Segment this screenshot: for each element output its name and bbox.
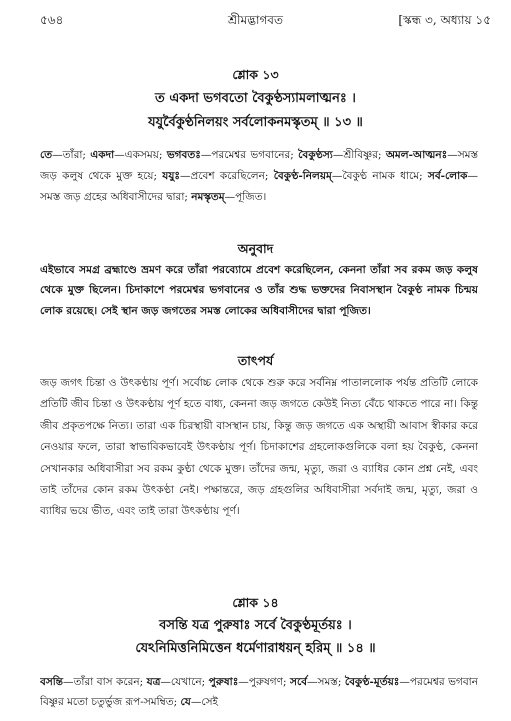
synonym-term: বৈকুণ্ঠস্য — [298, 149, 333, 161]
book-title: শ্রীমদ্ভাগবত — [227, 13, 283, 27]
verse-13-heading: শ্লোক ১৩ — [232, 67, 279, 82]
synonym-term: তে — [40, 149, 53, 161]
synonym-meaning: —বৈকুণ্ঠ নামক ধামে; — [331, 170, 428, 183]
synonym-meaning: —শ্রীবিষ্ণুর; — [332, 149, 386, 161]
synonym-term: ভগবতঃ — [166, 149, 201, 161]
verse-13-synonyms — [40, 145, 478, 209]
purport-heading: তাৎপর্য — [237, 353, 274, 368]
translation-text: এইভাবে সমগ্র ব্রহ্মাণ্ডে ভ্রমণ করে তাঁরা পরব্যোমে প্রবেশ করেছিলেন, কেননা তাঁরা সব রকম জড় কলুষ থেকে মুক্ত ছিলেন। চিদাকাশে পরমেশ্বর ভগবানের ও তাঁর শুদ্ধ ভক্তদের নিবাসস্থান বৈকুণ্ঠ নামক চিন্ময় লোক রয়েছে। সেই স্থান জড় জগতের সমস্ত লোকের অধিবাসীদের দ্বারা পূজিত। — [40, 264, 478, 317]
translation-heading: অনুবাদ — [237, 241, 274, 256]
synonym-meaning: —প্রবেশ করেছিলেন; — [179, 170, 274, 183]
purport-text: জড় জগৎ চিন্তা ও উৎকণ্ঠায় পূর্ণ। সর্বোচ্চ লোক থেকে শুরু করে সর্বনিম্ন পাতাললোক পর্যন্ত প্রতিটি লোকে প্রতিটি জীব চিন্তা ও উৎকণ্ঠায় পূর্ণ হতে বাধ্য, কেননা জড় জগতে কেউই নিত্য বেঁচে থাকতে পারে না। কিন্তু জীব প্রকৃতপক্ষে নিত্য। তারা এক চিরস্থায়ী বাসস্থান চায়, কিন্তু জড় জগতে এক অস্থায়ী আবাস স্বীকার করে নেওয়ার ফলে, তারা স্বাভাবিকভাবেই উৎকণ্ঠায় পূর্ণ। চিদাকাশের গ্রহলোকগুলিকে বলা হয় বৈকুণ্ঠ, কেননা সেখানকার অধিবাসীরা সব রকম কুণ্ঠা থেকে মুক্ত। তাঁদের জন্ম, মৃত্যু, জরা ও ব্যাধির কোন প্রশ্ন নেই, এবং তাই তাঁদের কোন রকম উৎকণ্ঠা নেই। পক্ষান্তরে, জড় গ্রহগুলির অধিবাসীরা সর্বদাই জন্ম, মৃত্যু, জরা ও ব্যাধির ভয়ে ভীত, এবং তাই তারা উৎকণ্ঠায় পূর্ণ। — [40, 377, 478, 518]
chapter-reference: [স্কন্ধ ৩, অধ্যায় ১৫ — [398, 13, 491, 27]
synonym-term: বৈকুণ্ঠ-মূর্তয়ঃ — [344, 676, 400, 688]
synonym-term: একদা — [90, 149, 115, 161]
synonym-term: যযুঃ — [162, 170, 180, 183]
synonym-term: নমস্কৃতম্ — [191, 191, 225, 204]
synonym-meaning: —তাঁরা বাস করেন; — [63, 676, 147, 688]
verse-14-heading: শ্লোক ১৪ — [232, 595, 279, 610]
verse-14-line-2: যেঽনিমিত্তনিমিত্তেন ধর্মেণারাধয়ন্ হরিম্ ॥ ১৪ ॥ — [135, 641, 376, 656]
synonym-meaning: —পুরুষগণ; — [238, 676, 291, 688]
synonym-term: সর্বে — [290, 676, 308, 688]
verse-13-line-1: ত একদা ভগবতো বৈকুণ্ঠস্যামলাত্মনঃ । — [155, 91, 356, 106]
synonym-meaning: —তাঁরা; — [52, 149, 91, 161]
synonym-term: বৈকুণ্ঠ-নিলয়ম্ — [273, 170, 332, 183]
synonym-meaning: —সমস্ত জড় গ্রহের অধিবাসীদের দ্বারা; — [40, 170, 478, 204]
synonym-meaning: —পরমেশ্বর ভগবানের; — [200, 149, 299, 161]
synonym-term: অমল-আত্মনঃ — [385, 149, 448, 161]
synonym-meaning: —সমস্ত জড় কলুষ থেকে মুক্ত হয়ে; — [40, 149, 478, 183]
synonym-term: সর্ব-লোক — [427, 170, 468, 183]
synonym-meaning: —একসময়; — [114, 149, 167, 161]
synonym-term: বসন্তি — [40, 676, 64, 688]
synonym-meaning: —সেই — [190, 696, 219, 708]
synonym-meaning: —পরমেশ্বর ভগবান বিষ্ণুর মতো চতুর্ভুজ রূপ-সমম্বিত; — [40, 676, 478, 708]
verse-14-line-1: বসন্তি যত্র পুরুষাঃ সর্বে বৈকুণ্ঠমূর্তয়ঃ । — [159, 618, 352, 633]
verse-14-synonyms — [40, 672, 478, 714]
page-number: ৫৬৪ — [40, 13, 64, 27]
synonym-term: যত্র — [146, 676, 161, 688]
synonym-meaning: —পূজিত। — [224, 191, 267, 204]
synonym-meaning: —যেখানে; — [160, 676, 209, 688]
synonym-meaning: —সমস্ত; — [307, 676, 345, 688]
synonym-term: পুরুষাঃ — [208, 676, 239, 688]
synonym-term: যে — [180, 696, 191, 708]
verse-13-line-2: যযুর্বৈকুণ্ঠনিলয়ং সর্বলোকনমস্কৃতম্ ॥ ১৩ ॥ — [148, 115, 363, 130]
